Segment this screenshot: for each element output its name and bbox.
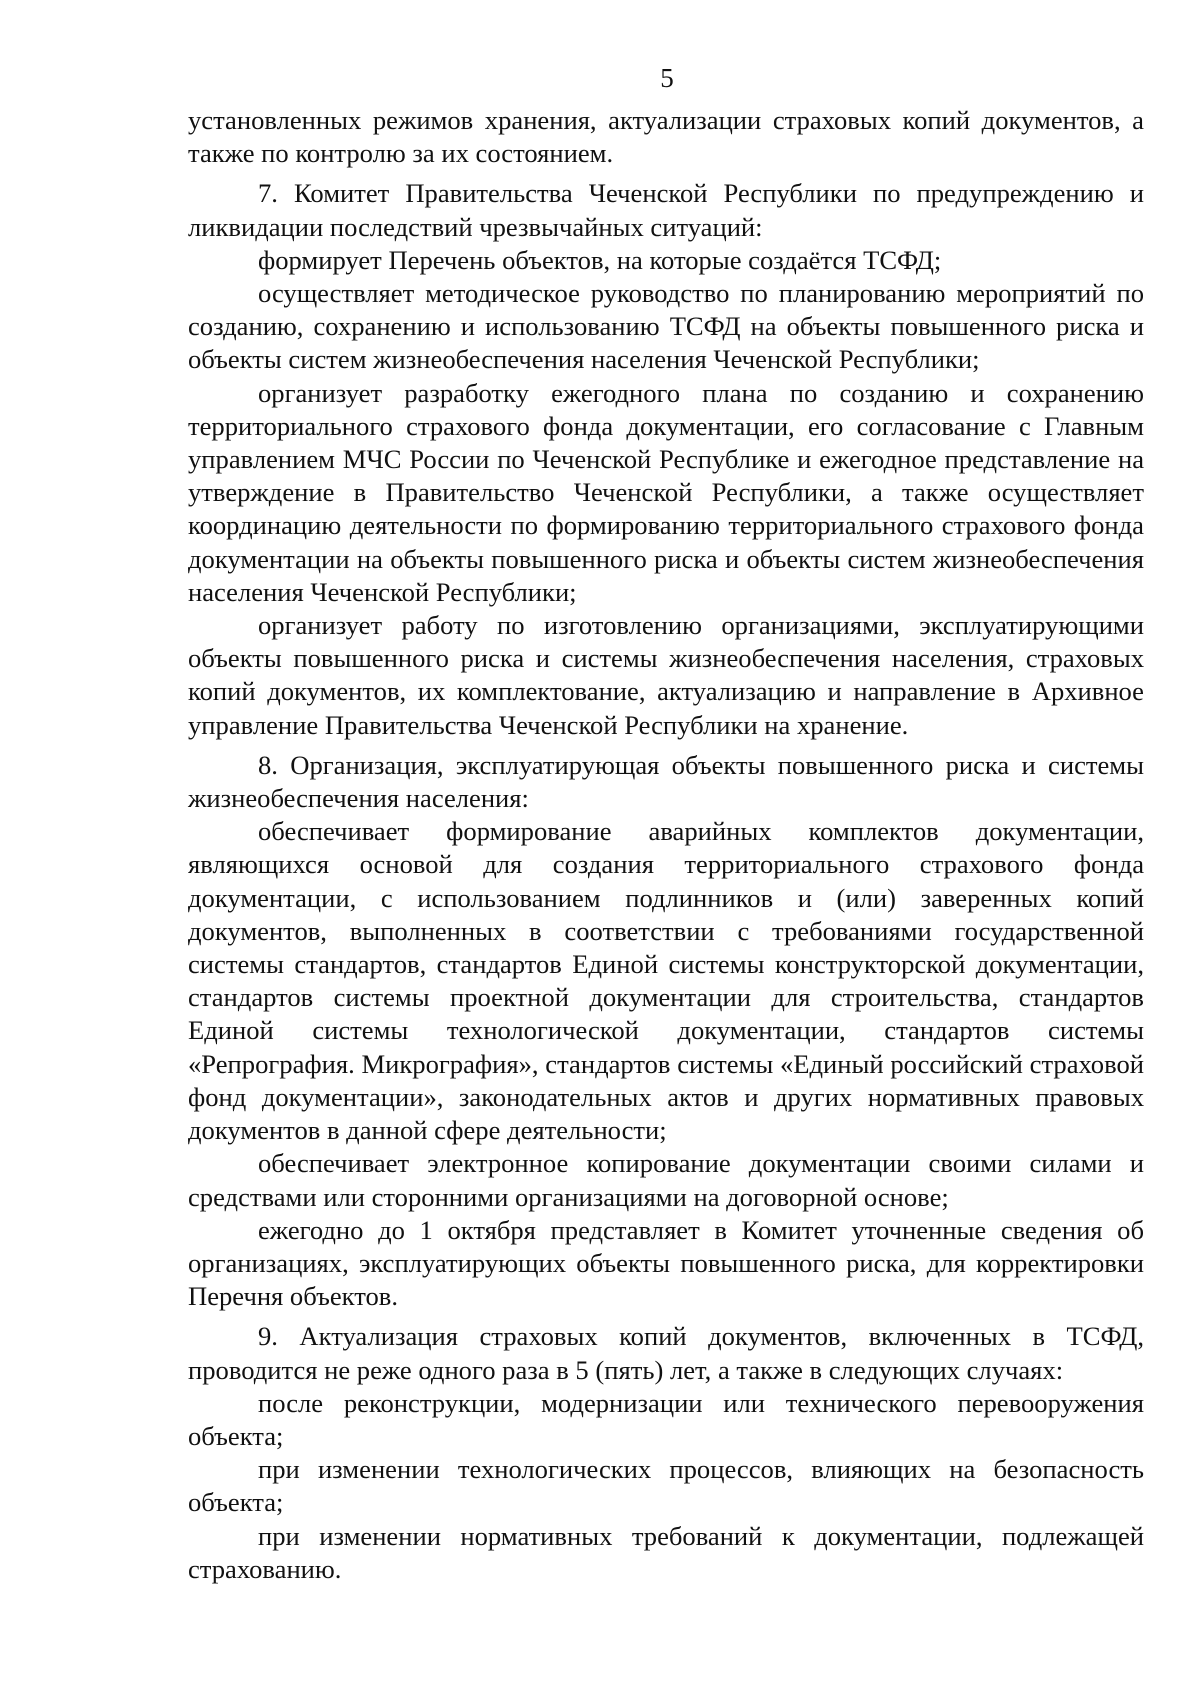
document-body <box>188 104 1144 1586</box>
paragraph: при изменении технологических процессов, влияющих на безопасность объекта; <box>188 1454 1144 1518</box>
paragraph: организует разработку ежегодного плана по созданию и сохранению территориального страхового фонда документации, его согласование с Главным управлением МЧС России по Чеченской Республике и ежегодное представление на утверждение в Правительство Чеченской Республики, а также осуществляет координацию деятельности по формированию территориального страхового фонда документации на объекты повышенного риска и объекты систем жизнеобеспечения населения Чеченской Республики; <box>188 377 1144 607</box>
paragraph: 7. Комитет Правительства Чеченской Республики по предупреждению и ликвидации последствий чрезвычайных ситуаций: <box>188 178 1144 242</box>
paragraph: установленных режимов хранения, актуализации страховых копий документов, а также по контролю за их состоянием. <box>188 105 1144 169</box>
paragraph: обеспечивает электронное копирование документации своими силами и средствами или сторонними организациями на договорной основе; <box>188 1148 1144 1212</box>
paragraph: осуществляет методическое руководство по планированию мероприятий по созданию, сохранению и использованию ТСФД на объекты повышенного риска и объекты систем жизнеобеспечения населения Чеченской Республики; <box>188 278 1144 375</box>
paragraph: при изменении нормативных требований к документации, подлежащей страхованию. <box>188 1520 1144 1584</box>
paragraph: формирует Перечень объектов, на которые создаётся ТСФД; <box>258 244 942 275</box>
paragraph: 8. Организация, эксплуатирующая объекты повышенного риска и системы жизнеобеспечения населения: <box>188 749 1144 814</box>
paragraph: 9. Актуализация страховых копий документов, включенных в ТСФД, проводится не реже одного раза в 5 (пять) лет, а также в следующих случаях: <box>188 1321 1144 1385</box>
paragraph: ежегодно до 1 октября представляет в Комитет уточненные сведения об организациях, эксплуатирующих объекты повышенного риска, для корректировки Перечня объектов. <box>188 1214 1144 1312</box>
paragraph: после реконструкции, модернизации или технического перевооружения объекта; <box>188 1387 1144 1451</box>
page-number: 5 <box>660 63 674 93</box>
paragraph: обеспечивает формирование аварийных комплектов документации, являющихся основой для создания территориального страхового фонда документации, с использованием подлинников и (или) заверенных копий документов, выполненных в соответствии с требованиями государственной системы стандартов, стандартов Единой системы конструкторской документации, стандартов системы проектной документации для строительства, стандартов Единой системы технологической документации, стандартов системы «Репрография. Микрография», стандартов системы «Единый российский страховой фонд документации», законодательных актов и других нормативных правовых документов в данной сфере деятельности; <box>188 816 1144 1146</box>
paragraph: организует работу по изготовлению организациями, эксплуатирующими объекты повышенного риска и системы жизнеобеспечения населения, страховых копий документов, их комплектование, актуализацию и направление в Архивное управление Правительства Чеченской Республики на хранение. <box>188 610 1144 740</box>
